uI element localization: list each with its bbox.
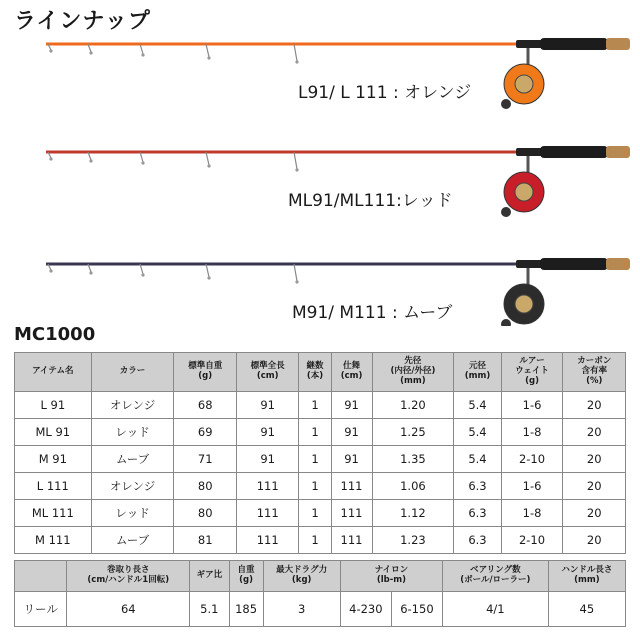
spec-header-7: 元径 (mm) — [454, 353, 501, 392]
spec-header-2: 標準自重 (g) — [174, 353, 236, 392]
model-title: MC1000 — [14, 324, 96, 345]
spec-header-0: アイテム名 — [15, 353, 92, 392]
reel-header-blank — [15, 561, 67, 592]
rod-guide — [206, 44, 209, 57]
spec-cell: 20 — [563, 419, 626, 446]
reel-cell-nylon-b: 6-150 — [391, 592, 442, 627]
rod-grip — [540, 38, 608, 50]
rod-guide — [294, 44, 297, 61]
rod-label-red: ML91/ML111:レッド — [288, 191, 453, 211]
spec-cell: ムーブ — [91, 527, 174, 554]
spec-header-6: 先径 (内径/外径) (mm) — [372, 353, 454, 392]
spec-cell: 91 — [236, 419, 298, 446]
reel-knob — [501, 319, 511, 326]
rod-guide — [294, 152, 297, 169]
cork-butt — [606, 146, 630, 158]
spec-row — [15, 500, 626, 527]
reel-knob — [501, 99, 511, 109]
reel-cell-retrieve: 64 — [67, 592, 190, 627]
spec-header-1: カラー — [91, 353, 174, 392]
spec-cell: 91 — [331, 446, 372, 473]
spec-cell: 1 — [299, 473, 331, 500]
rod-guide-ring — [141, 53, 144, 56]
spec-cell: 6.3 — [454, 473, 501, 500]
spec-cell: 2-10 — [501, 446, 563, 473]
spec-cell: 20 — [563, 473, 626, 500]
spec-cell: 111 — [331, 527, 372, 554]
rod-guide-ring — [207, 164, 210, 167]
rod-guide-ring — [141, 161, 144, 164]
spec-cell: 1 — [299, 419, 331, 446]
spec-cell: 1.20 — [372, 392, 454, 419]
rod-guide — [206, 152, 209, 165]
spec-cell: ムーブ — [91, 446, 174, 473]
spec-cell: 1 — [299, 446, 331, 473]
spec-row — [15, 446, 626, 473]
spec-cell: 111 — [236, 500, 298, 527]
spec-cell: 69 — [174, 419, 236, 446]
rod-guide-ring — [207, 276, 210, 279]
spec-row — [15, 473, 626, 500]
spec-header-3: 標準全長 (cm) — [236, 353, 298, 392]
spec-cell: 1-8 — [501, 500, 563, 527]
cork-butt — [606, 258, 630, 270]
rod-guide-ring — [89, 159, 92, 162]
rod-guide-ring — [295, 280, 298, 283]
spec-cell: オレンジ — [91, 473, 174, 500]
reel-header-handle: ハンドル長さ (mm) — [548, 561, 625, 592]
spec-cell: 5.4 — [454, 419, 501, 446]
spec-header-8: ルアー ウェイト (g) — [501, 353, 563, 392]
spec-header-row — [15, 353, 626, 392]
reel-seat — [516, 260, 542, 268]
spec-header-4: 継数 (本) — [299, 353, 331, 392]
spec-cell: 91 — [236, 446, 298, 473]
reel-cell-handle: 45 — [548, 592, 625, 627]
rod-lineup — [0, 36, 640, 326]
spec-cell: 111 — [236, 527, 298, 554]
spec-cell: 2-10 — [501, 527, 563, 554]
spec-cell: L 91 — [15, 392, 92, 419]
reel-knob — [501, 207, 511, 217]
reel-cell-gear: 5.1 — [190, 592, 229, 627]
spec-cell: レッド — [91, 500, 174, 527]
reel-cell-weight: 185 — [229, 592, 263, 627]
reel-header-gear: ギア比 — [190, 561, 229, 592]
reel-header-nylon: ナイロン (lb-m) — [340, 561, 442, 592]
spec-cell: 1 — [299, 392, 331, 419]
spec-cell: 71 — [174, 446, 236, 473]
spec-header-9: カーボン 含有率 (%) — [563, 353, 626, 392]
spec-cell: 6.3 — [454, 500, 501, 527]
rod-guide — [294, 264, 297, 281]
reel-seat — [516, 40, 542, 48]
spec-cell: 111 — [331, 473, 372, 500]
spec-cell: 68 — [174, 392, 236, 419]
rod-guide-ring — [141, 273, 144, 276]
page-title: ラインナップ — [14, 9, 151, 34]
spec-cell: 1.12 — [372, 500, 454, 527]
reel-spec-table — [14, 560, 626, 627]
reel-cell-bearing: 4/1 — [442, 592, 548, 627]
spec-row — [15, 419, 626, 446]
spec-cell: ML 111 — [15, 500, 92, 527]
reel-header-bearing: ベアリング数 (ボール/ローラー) — [442, 561, 548, 592]
spec-cell: 1.35 — [372, 446, 454, 473]
spec-cell: 80 — [174, 473, 236, 500]
spec-cell: 1.25 — [372, 419, 454, 446]
spec-cell: 1-8 — [501, 419, 563, 446]
reel-data-row — [15, 592, 626, 627]
spec-cell: 1-6 — [501, 392, 563, 419]
spec-cell: 5.4 — [454, 446, 501, 473]
reel-spool — [515, 183, 533, 201]
rod-guide — [206, 264, 209, 277]
spec-table — [14, 352, 626, 554]
spec-cell: 80 — [174, 500, 236, 527]
spec-cell: 1.23 — [372, 527, 454, 554]
spec-cell: 81 — [174, 527, 236, 554]
reel-cell-drag: 3 — [263, 592, 340, 627]
rod-label-moove: M91/ M111 : ムーブ — [292, 303, 453, 323]
spec-cell: M 111 — [15, 527, 92, 554]
rod-guide-ring — [49, 49, 52, 52]
spec-cell: 20 — [563, 392, 626, 419]
reel-cell-name: リール — [15, 592, 67, 627]
spec-cell: レッド — [91, 419, 174, 446]
spec-cell: 20 — [563, 446, 626, 473]
rod-guide-ring — [89, 271, 92, 274]
reel-header-retrieve: 巻取り長さ (cm/ハンドル1回転) — [67, 561, 190, 592]
rod-grip — [540, 146, 608, 158]
spec-cell: 111 — [236, 473, 298, 500]
spec-cell: 111 — [331, 500, 372, 527]
spec-cell: 20 — [563, 527, 626, 554]
spec-header-5: 仕舞 (cm) — [331, 353, 372, 392]
spec-cell: 1 — [299, 500, 331, 527]
spec-cell: 91 — [331, 392, 372, 419]
reel-cell-nylon-a: 4-230 — [340, 592, 391, 627]
spec-cell: 91 — [331, 419, 372, 446]
spec-cell: 6.3 — [454, 527, 501, 554]
spec-row — [15, 392, 626, 419]
spec-cell: 20 — [563, 500, 626, 527]
rod-grip — [540, 258, 608, 270]
rod-guide-ring — [295, 168, 298, 171]
rod-guide-ring — [49, 269, 52, 272]
spec-row — [15, 527, 626, 554]
reel-spool — [515, 295, 533, 313]
spec-cell: 91 — [236, 392, 298, 419]
spec-cell: 1 — [299, 527, 331, 554]
spec-cell: M 91 — [15, 446, 92, 473]
spec-cell: L 111 — [15, 473, 92, 500]
rod-guide-ring — [89, 51, 92, 54]
reel-seat — [516, 148, 542, 156]
reel-header-weight: 自重 (g) — [229, 561, 263, 592]
rod-guide-ring — [295, 60, 298, 63]
rod-guide-ring — [207, 56, 210, 59]
rod-label-orange: L91/ L 111 : オレンジ — [298, 83, 472, 103]
cork-butt — [606, 38, 630, 50]
reel-header-drag: 最大ドラグ力 (kg) — [263, 561, 340, 592]
reel-spool — [515, 75, 533, 93]
spec-cell: 5.4 — [454, 392, 501, 419]
spec-cell: 1-6 — [501, 473, 563, 500]
spec-cell: 1.06 — [372, 473, 454, 500]
reel-header-row — [15, 561, 626, 592]
spec-cell: ML 91 — [15, 419, 92, 446]
spec-cell: オレンジ — [91, 392, 174, 419]
rod-guide-ring — [49, 157, 52, 160]
